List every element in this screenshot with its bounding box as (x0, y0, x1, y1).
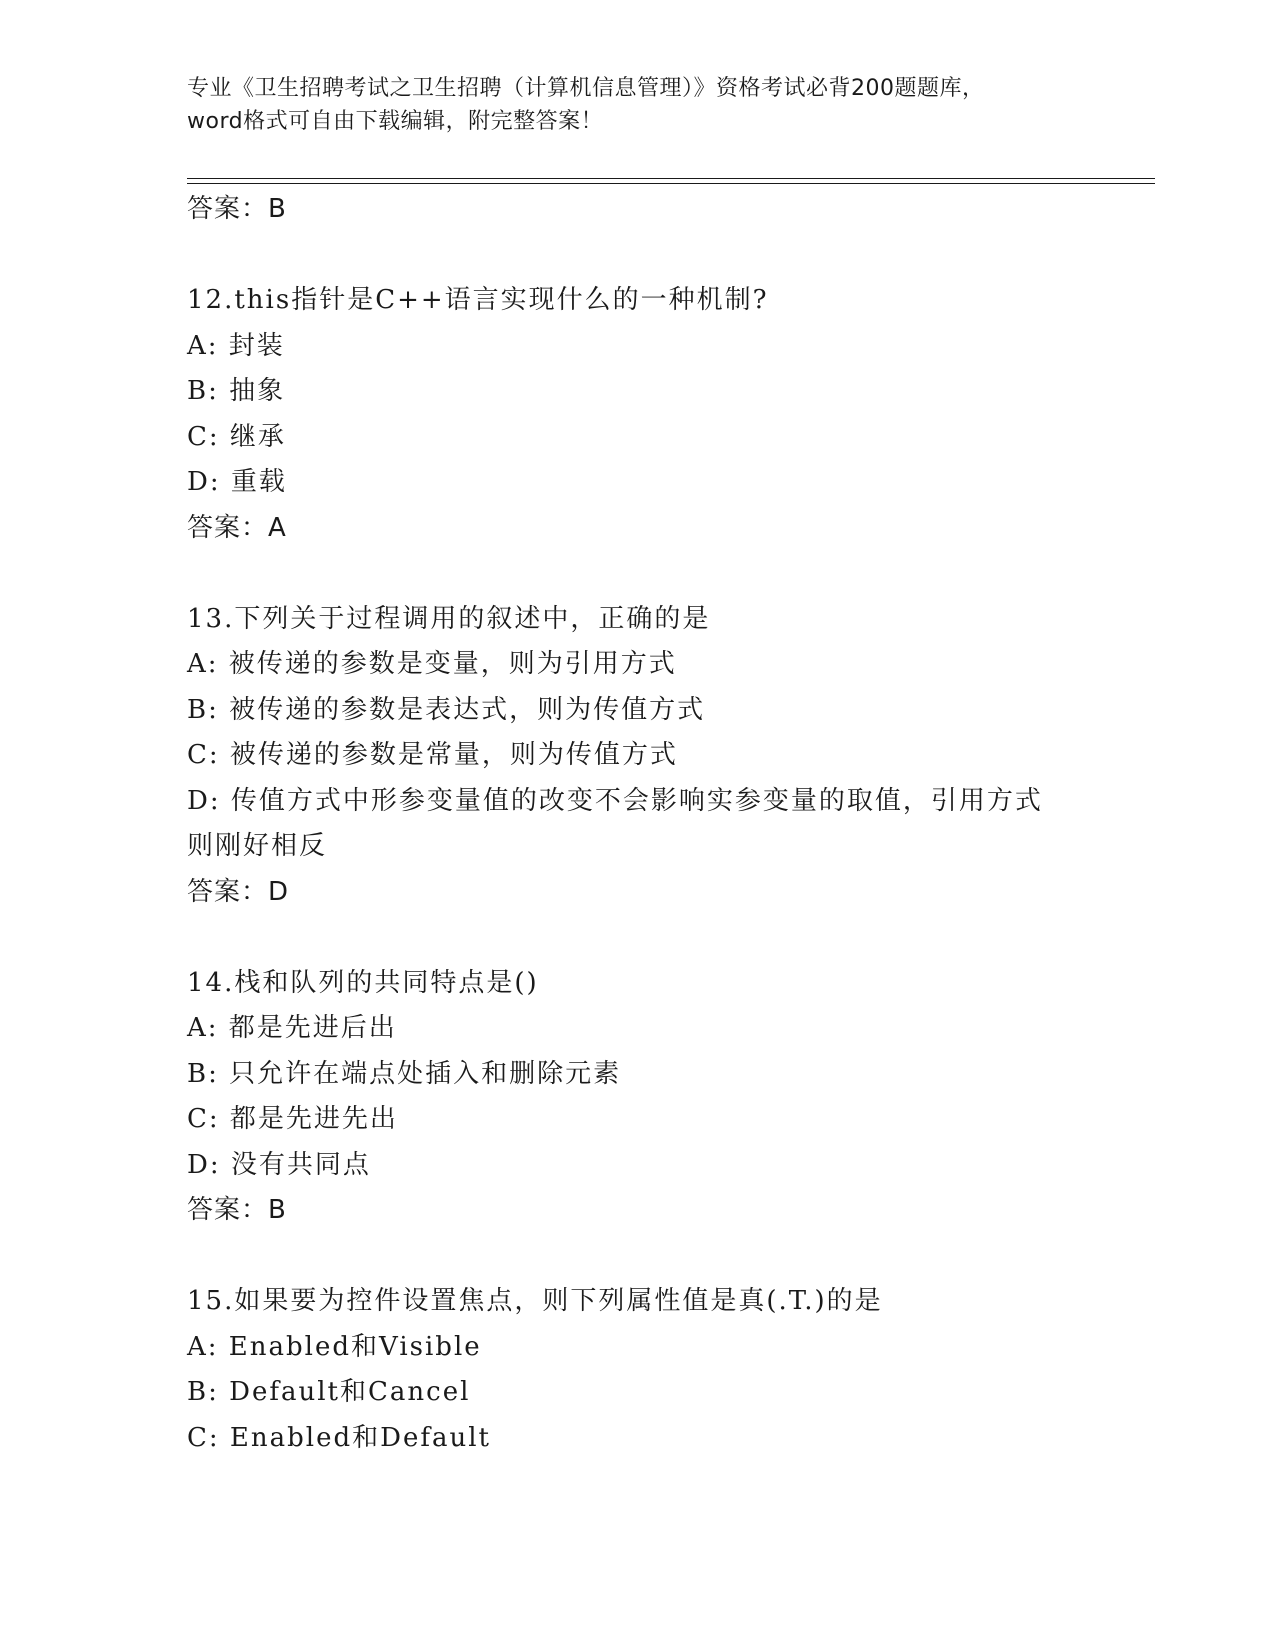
question-12-option-a: A: 封装 (187, 330, 285, 361)
question-list (187, 187, 1087, 1461)
answer-11: 答案：B (187, 194, 287, 224)
question-12-text: 12.this指针是C++语言实现什么的一种机制? (187, 285, 769, 315)
header-line-2: word格式可自由下载编辑，附完整答案！ (187, 109, 604, 134)
answer-13: 答案：D (187, 876, 290, 907)
question-14-text: 14.栈和队列的共同特点是() (187, 967, 539, 998)
question-12-option-b: B: 抽象 (187, 376, 286, 406)
question-15-option-a: A: Enabled和Visible (187, 1331, 482, 1362)
question-15-option-c: C: Enabled和Default (187, 1422, 491, 1453)
question-block-12 (187, 278, 1087, 551)
question-13-text: 13.下列关于过程调用的叙述中，正确的是 (187, 603, 711, 634)
answer-14: 答案：B (187, 1195, 287, 1225)
header-divider-bottom (187, 183, 1155, 184)
question-block-15 (187, 1279, 1087, 1461)
question-13-option-c: C: 被传递的参数是常量，则为传值方式 (187, 740, 678, 770)
answer-12: 答案：A (187, 512, 287, 543)
question-13-option-b: B: 被传递的参数是表达式，则为传值方式 (187, 694, 706, 725)
question-13-option-a: A: 被传递的参数是变量，则为引用方式 (187, 649, 677, 679)
question-14-option-d: D: 没有共同点 (187, 1149, 371, 1180)
question-14-option-c: C: 都是先进先出 (187, 1104, 398, 1134)
question-block-14 (187, 961, 1087, 1234)
question-13-option-d: D: 传值方式中形参变量值的改变不会影响实参变量的取值，引用方式则刚好相反 (187, 785, 1043, 861)
header-line-1: 专业《卫生招聘考试之卫生招聘（计算机信息管理）》资格考试必背200题题库， (187, 76, 985, 101)
question-block-11 (187, 187, 1087, 233)
question-14-option-a: A: 都是先进后出 (187, 1013, 397, 1043)
question-14-option-b: B: 只允许在端点处插入和删除元素 (187, 1058, 622, 1089)
document-header (187, 72, 1087, 138)
question-12-option-d: D: 重载 (187, 467, 287, 497)
question-15-text: 15.如果要为控件设置焦点，则下列属性值是真(.T.)的是 (187, 1286, 883, 1316)
question-12-option-c: C: 继承 (187, 421, 286, 452)
question-block-13 (187, 597, 1087, 916)
question-15-option-b: B: Default和Cancel (187, 1377, 471, 1407)
header-divider-top (187, 178, 1155, 179)
